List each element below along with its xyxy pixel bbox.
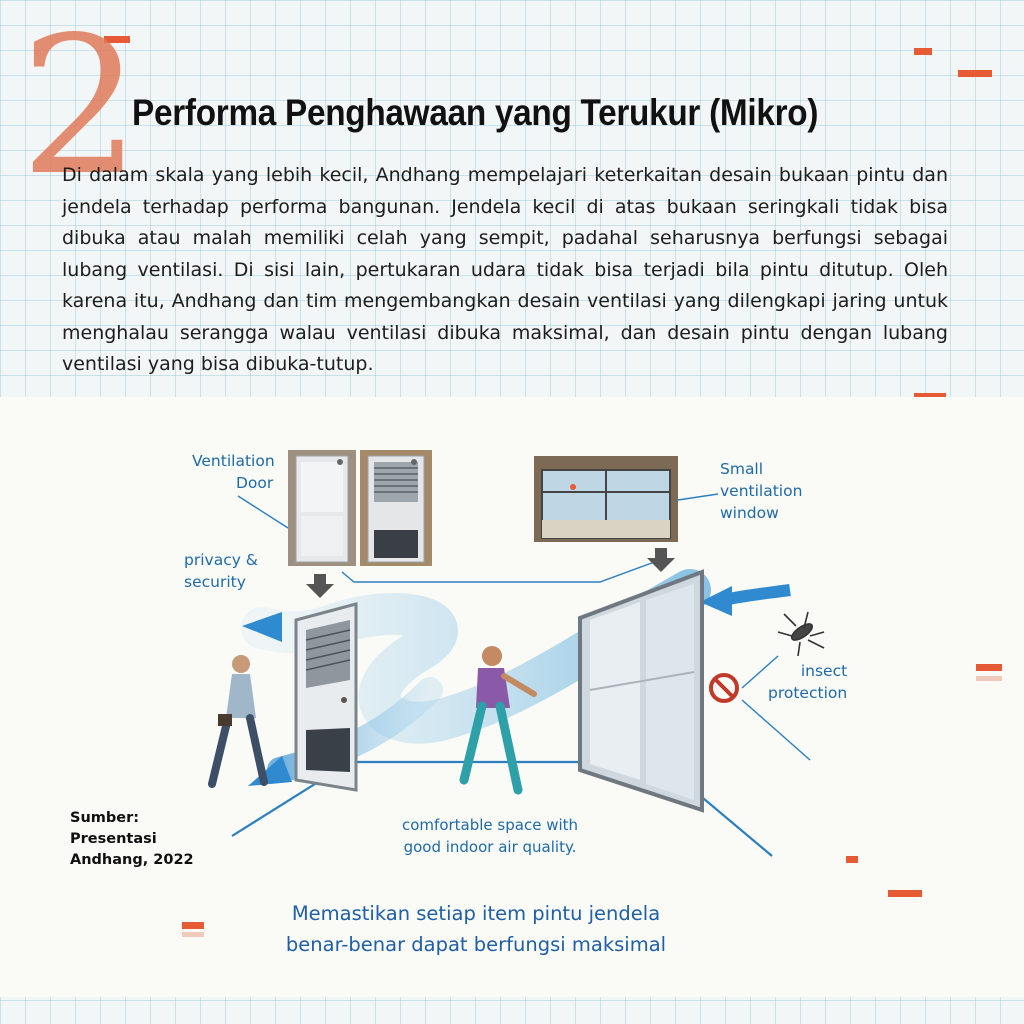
label-small-window: Small ventilation window xyxy=(720,460,803,522)
page-title: Performa Penghawaan yang Terukur (Mikro) xyxy=(132,92,819,133)
label-privacy-security: privacy & security xyxy=(184,551,258,591)
person-businessman xyxy=(212,655,264,784)
label-insect-protection: insect protection xyxy=(768,662,848,702)
accent-dash xyxy=(182,932,204,937)
scene-door xyxy=(296,604,356,790)
accent-dash xyxy=(182,922,204,929)
mosquito-icon xyxy=(778,612,824,656)
section-number: 2 xyxy=(20,0,141,217)
figure-caption: Memastikan setiap item pintu jendela benar-benar dapat berfungsi maksimal xyxy=(285,902,667,956)
no-entry-icon xyxy=(711,675,737,701)
accent-dash xyxy=(846,856,858,863)
window-photo xyxy=(534,456,678,542)
down-arrow-icon xyxy=(306,574,334,598)
source-credit: Sumber: Presentasi Andhang, 2022 xyxy=(70,810,194,868)
accent-dash xyxy=(888,890,922,897)
scene-window xyxy=(580,572,702,810)
door-photo-louvered xyxy=(360,450,432,566)
label-comfortable-space: comfortable space with good indoor air quality. xyxy=(402,816,579,856)
label-ventilation-door: Ventilation Door xyxy=(192,452,275,492)
accent-dash xyxy=(976,676,1002,681)
door-photo-closed xyxy=(288,450,356,566)
body-paragraph: Di dalam skala yang lebih kecil, Andhang mempelajari keterkaitan desain bukaan pintu dan jendela terhadap performa bangunan. Jendela kecil di atas bukaan seringkali tidak bisa dibuka atau malah memiliki celah yang sempit, padahal seharusnya berfungsi sebagai lubang ventilasi. Di sisi lain, pertukaran udara tidak bisa terjadi bila pintu ditutup. Oleh karena itu, Andhang dan tim mengembangkan desain ventilasi yang dilengkapi jaring untuk menghalau serangga walau ventilasi dibuka maksimal, dan desain pintu dengan lubang ventilasi yang bisa dibuka-tutup. xyxy=(62,164,948,375)
accent-dash xyxy=(976,664,1002,671)
airflow-arrow-icon xyxy=(724,590,790,600)
down-arrow-icon xyxy=(647,548,675,572)
